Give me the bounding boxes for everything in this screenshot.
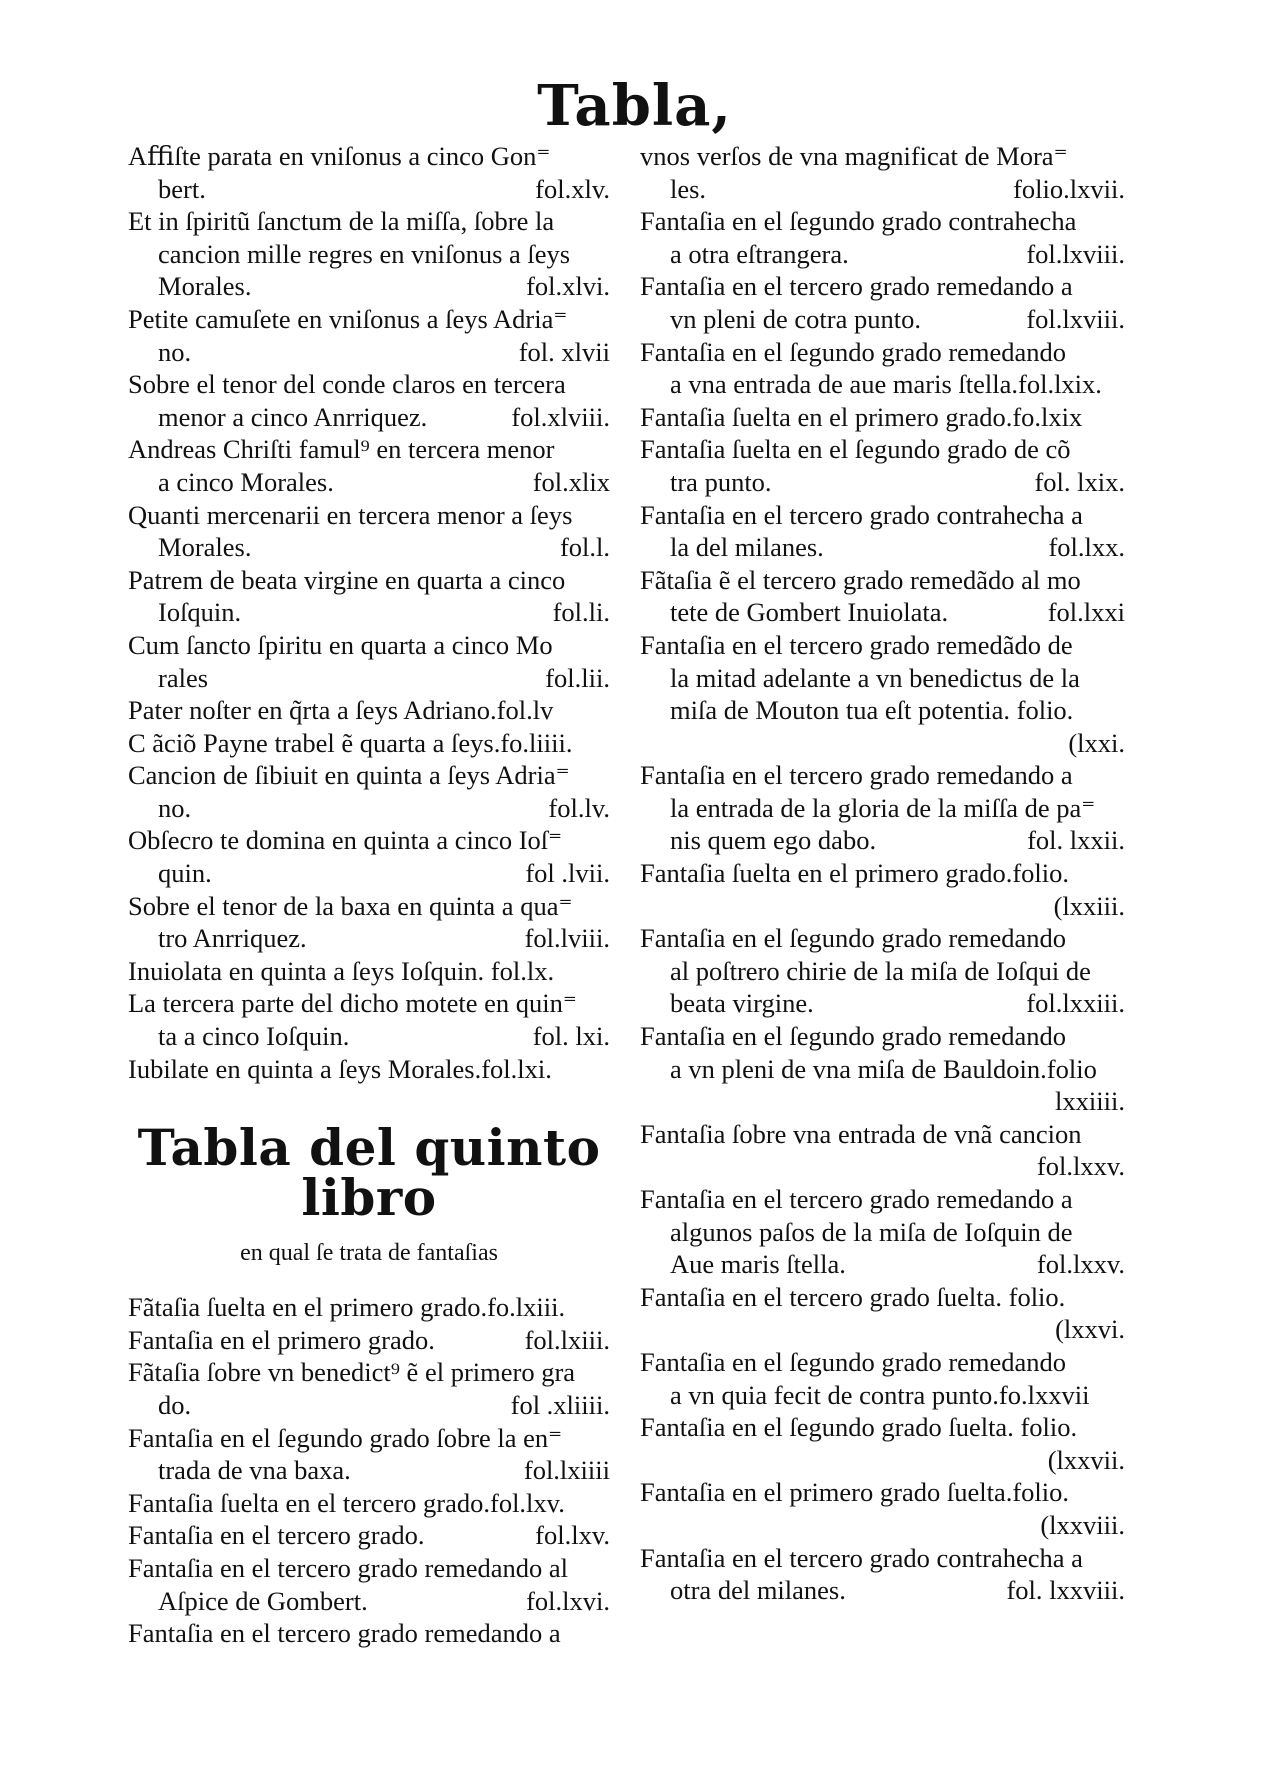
entry-line: Sobre el tenor del conde claros en tercera bbox=[128, 369, 566, 400]
index-entry bbox=[128, 759, 610, 824]
entry-line: Fantaſia en el tercero grado remedando a bbox=[640, 760, 1073, 791]
entry-line: Fãtaſia ẽ el tercero grado remedãdo al mo bbox=[640, 564, 1081, 595]
entry-line: (lxxvi. bbox=[1055, 1314, 1125, 1345]
index-entry bbox=[128, 433, 610, 498]
entry-line: cancion mille regres en vniſonus a ſeys bbox=[158, 238, 571, 269]
entry-line: (lxxiii. bbox=[1053, 890, 1125, 921]
left-column bbox=[128, 140, 610, 1650]
index-entry bbox=[640, 401, 1125, 434]
entry-line: fol.lxxv. bbox=[1036, 1151, 1125, 1182]
entry-line: la mitad adelante a vn benedictus de la bbox=[670, 662, 1080, 693]
index-entry bbox=[640, 205, 1125, 270]
entry-line: Fantaſia en el ſegundo grado remedando bbox=[640, 1346, 1067, 1377]
entry-line: lxxiiii. bbox=[1055, 1086, 1125, 1117]
index-entry bbox=[640, 759, 1125, 857]
entry-line: rales fol.lii. bbox=[158, 662, 610, 693]
entry-line: Aﬃſte parata en vniſonus a cinco Gon⁼ bbox=[128, 141, 551, 171]
entry-line: trada de vna baxa. fol.lxiiii bbox=[158, 1455, 610, 1486]
index-entry bbox=[640, 270, 1125, 335]
index-entry bbox=[640, 433, 1125, 498]
entry-line: do. fol .xliiii. bbox=[158, 1390, 610, 1420]
index-entry bbox=[128, 1356, 610, 1421]
entry-line: algunos paſos de la miſa de Ioſquin de bbox=[670, 1216, 1073, 1247]
entry-line: Iubilate en quinta a ſeys Morales.fol.lxi. bbox=[128, 1053, 552, 1084]
entry-line: bert. fol.xlv. bbox=[158, 173, 610, 204]
entry-line: Fantaſia en el ſegundo grado contrahecha bbox=[640, 206, 1077, 237]
index-entry bbox=[128, 727, 610, 760]
index-entry bbox=[640, 499, 1125, 564]
entry-line: Petite camuſete en vniſonus a ſeys Adria⁼ bbox=[128, 303, 568, 334]
entry-line: Obſecro te domina en quinta a cinco Ioſ⁼ bbox=[128, 825, 563, 856]
index-entry bbox=[640, 1542, 1125, 1607]
entry-line: (lxxviii. bbox=[1040, 1509, 1125, 1540]
entry-line: Fantaſia en el tercero grado remedando al bbox=[128, 1552, 568, 1583]
index-entry bbox=[128, 694, 610, 727]
entry-line: la entrada de la gloria de la miſſa de pa⁼ bbox=[670, 792, 1096, 823]
entry-line: Quanti mercenarii en tercera menor a ſeys bbox=[128, 499, 573, 530]
entry-line: menor a cinco Anrriquez. fol.xlviii. bbox=[158, 401, 610, 432]
entry-line: Fantaſia ſuelta en el primero grado.fo.lxix bbox=[640, 401, 1083, 432]
entry-line: Sobre el tenor de la baxa en quinta a qua⁼ bbox=[128, 890, 573, 921]
index-entry bbox=[128, 1519, 610, 1552]
entry-line: Fantaſia en el tercero grado remedando a bbox=[640, 1184, 1073, 1214]
entry-line: Aue maris ſtella. fol.lxxv. bbox=[670, 1249, 1125, 1280]
entry-line: Fantaſia ſuelta en el tercero grado.fol.lxv. bbox=[128, 1487, 565, 1518]
index-entry bbox=[128, 629, 610, 694]
index-entry bbox=[640, 1118, 1125, 1183]
section-subtitle: en qual ſe trata de fantaſias bbox=[240, 1240, 498, 1267]
entry-line: (lxxi. bbox=[1068, 727, 1125, 758]
index-entry bbox=[640, 1020, 1125, 1118]
entry-line: Fantaſia en el ſegundo grado ſobre la en⁼ bbox=[128, 1422, 563, 1453]
entry-line: tete de Gombert Inuiolata. fol.lxxi bbox=[670, 597, 1125, 628]
index-entry bbox=[128, 205, 610, 303]
index-entry bbox=[640, 1411, 1125, 1476]
index-entry bbox=[128, 303, 610, 368]
entry-line: ta a cinco Ioſquin. fol. lxi. bbox=[158, 1021, 610, 1052]
index-entry bbox=[128, 140, 610, 205]
index-entry bbox=[640, 1281, 1125, 1346]
entry-line: Fantaſia en el tercero grado remedãdo de bbox=[640, 629, 1073, 660]
entry-line: Fantaſia en el primero grado. fol.lxiii. bbox=[128, 1324, 610, 1355]
entry-line: Cancion de ſibiuit en quinta a ſeys Adria⁼ bbox=[128, 760, 570, 791]
entry-line: Fantaſia ſobre vna entrada de vnã cancion bbox=[640, 1118, 1082, 1149]
index-entry bbox=[128, 1487, 610, 1520]
index-entry bbox=[640, 629, 1125, 759]
index-entry bbox=[128, 1552, 610, 1617]
index-entry bbox=[128, 890, 610, 955]
index-entry bbox=[128, 368, 610, 433]
index-entry bbox=[640, 1346, 1125, 1411]
index-entry bbox=[640, 857, 1125, 922]
entry-line: Fantaſia en el tercero grado contrahecha a bbox=[640, 1542, 1083, 1573]
index-entry bbox=[640, 1183, 1125, 1281]
entry-line: Fantaſia en el ſegundo grado remedando bbox=[640, 336, 1067, 367]
index-entry bbox=[128, 1422, 610, 1487]
entry-line: tra punto. fol. lxix. bbox=[670, 466, 1125, 497]
entry-line: Fantaſia en el ſegundo grado ſuelta. folio. bbox=[640, 1412, 1078, 1443]
entry-line: Fantaſia en el tercero grado ſuelta. folio. bbox=[640, 1281, 1066, 1312]
entry-line: no. fol. xlvii bbox=[158, 336, 610, 367]
index-entry bbox=[128, 955, 610, 988]
entry-line: a otra eſtrangera. fol.lxviii. bbox=[670, 238, 1125, 269]
entry-line: Fantaſia ſuelta en el ſegundo grado de cõ bbox=[640, 434, 1071, 465]
index-entry bbox=[640, 1476, 1125, 1541]
index-entry bbox=[640, 564, 1125, 629]
entry-line: a vn pleni de vna miſa de Bauldoin.folio bbox=[670, 1053, 1097, 1084]
entry-line: Fantaſia en el primero grado ſuelta.folio. bbox=[640, 1477, 1070, 1508]
entry-line: Fantaſia en el ſegundo grado remedando bbox=[640, 1021, 1067, 1052]
entry-line: C ãciõ Payne trabel ẽ quarta a ſeys.fo.liiii. bbox=[128, 727, 573, 758]
entry-line: quin. fol .lvii. bbox=[158, 858, 610, 889]
index-entry bbox=[128, 564, 610, 629]
entry-line: Fantaſia ſuelta en el primero grado.folio. bbox=[640, 858, 1070, 889]
index-entry bbox=[128, 987, 610, 1052]
entry-line: Fantaſia en el tercero grado. fol.lxv. bbox=[128, 1520, 610, 1551]
entry-line: Fantaſia en el ſegundo grado remedando bbox=[640, 923, 1067, 954]
entry-line: Inuiolata en quinta a ſeys Ioſquin. fol.lx. bbox=[128, 955, 555, 986]
index-entry bbox=[128, 824, 610, 889]
entry-line: Aſpice de Gombert. fol.lxvi. bbox=[158, 1585, 610, 1616]
entry-line: Fantaſia en el tercero grado remedando a bbox=[640, 271, 1073, 302]
entry-line: Fãtaſia ſobre vn benedict⁹ ẽ el primero gra bbox=[128, 1357, 576, 1388]
entry-line: Et in ſpiritũ ſanctum de la miſſa, ſobre la bbox=[128, 206, 555, 237]
right-column bbox=[640, 140, 1125, 1607]
index-entry bbox=[128, 1291, 610, 1324]
entry-line: beata virgine. fol.lxxiii. bbox=[670, 988, 1125, 1019]
index-entry bbox=[128, 1617, 610, 1650]
entry-line: Pater noſter en q̃rta a ſeys Adriano.fol.lv bbox=[128, 695, 554, 726]
index-entry bbox=[128, 499, 610, 564]
entry-line: a vn quia fecit de contra punto.fo.lxxvii bbox=[670, 1379, 1090, 1410]
entry-line: Fantaſia en el tercero grado remedando a bbox=[128, 1618, 561, 1649]
entry-line: La tercera parte del dicho motete en quin⁼ bbox=[128, 988, 577, 1019]
entry-line: Morales. fol.l. bbox=[158, 532, 610, 563]
section-title: Tabla del quinto libro bbox=[137, 1118, 601, 1228]
index-entry bbox=[640, 922, 1125, 1020]
entry-line: Patrem de beata virgine en quarta a cinco bbox=[128, 564, 566, 595]
index-entry bbox=[640, 336, 1125, 401]
entry-line: tro Anrriquez. fol.lviii. bbox=[158, 923, 610, 954]
entry-line: Morales. fol.xlvi. bbox=[158, 271, 610, 302]
entry-line: (lxxvii. bbox=[1047, 1444, 1125, 1475]
index-entry bbox=[128, 1324, 610, 1357]
entry-line: otra del milanes. fol. lxxviii. bbox=[670, 1575, 1125, 1606]
entry-line: Ioſquin. fol.li. bbox=[158, 597, 610, 628]
entry-line: a cinco Morales. fol.xlix bbox=[158, 466, 610, 497]
entry-line: miſa de Mouton tua eſt potentia. folio. bbox=[670, 695, 1074, 726]
entry-line: no. fol.lv. bbox=[158, 792, 610, 823]
entry-line: nis quem ego dabo. fol. lxxii. bbox=[670, 825, 1125, 856]
entry-line: Andreas Chriſti famul⁹ en tercera menor bbox=[128, 434, 555, 465]
entry-line: al poſtrero chirie de la miſa de Ioſqui de bbox=[670, 955, 1091, 986]
entry-line: Fantaſia en el tercero grado contrahecha a bbox=[640, 499, 1083, 530]
entry-line: Fãtaſia ſuelta en el primero grado.fo.lxiii. bbox=[128, 1292, 566, 1323]
index-entry bbox=[128, 1053, 610, 1086]
entry-line: vnos verſos de vna magnificat de Mora⁼ bbox=[640, 141, 1068, 171]
entry-line: Cum ſancto ſpiritu en quarta a cinco Mo bbox=[128, 629, 553, 660]
page-title: Tabla, bbox=[537, 73, 732, 139]
entry-line: la del milanes. fol.lxx. bbox=[670, 532, 1125, 563]
entry-line: vn pleni de cotra punto. fol.lxviii. bbox=[670, 303, 1125, 334]
entry-line: les. folio.lxvii. bbox=[670, 173, 1125, 204]
index-entry bbox=[640, 140, 1125, 205]
entry-line: a vna entrada de aue maris ſtella.fol.lxix. bbox=[670, 369, 1102, 400]
